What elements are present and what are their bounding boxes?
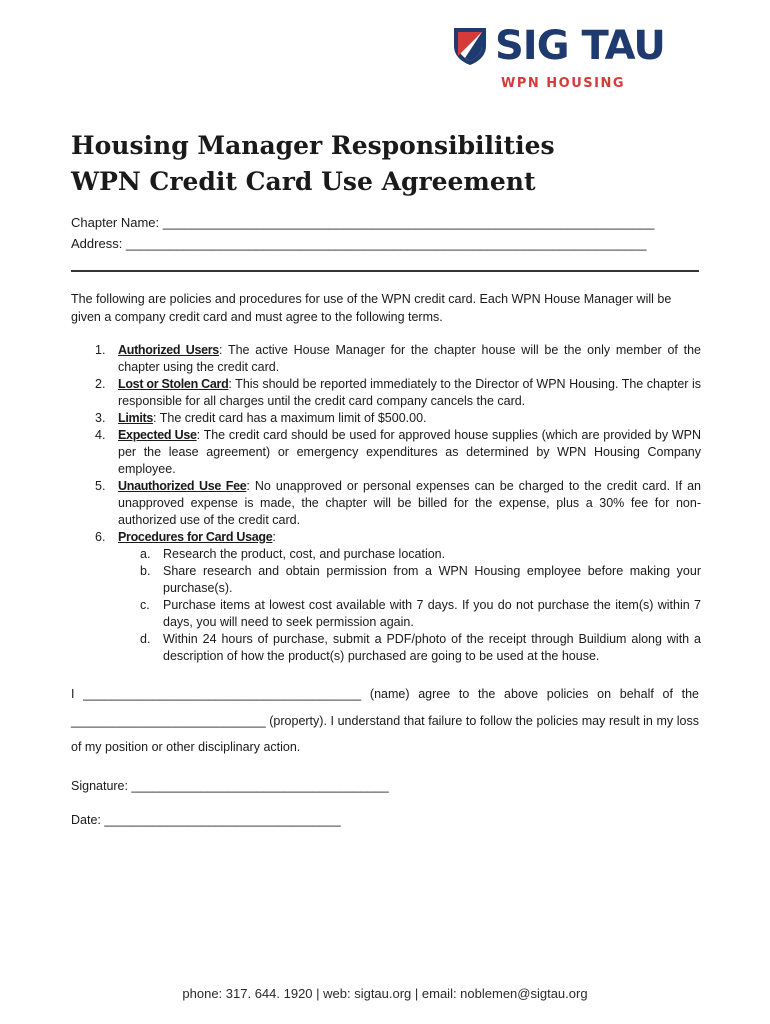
intro-paragraph: The following are policies and procedures for use of the WPN credit card. Each WPN House Manager will be given a company credit card and must agree to the following terms. [71,292,672,324]
item-heading: Unauthorized Use Fee [118,479,247,493]
item-heading: Lost or Stolen Card [118,377,229,391]
sub-list-item [118,546,701,563]
sub-item-letter: d. [140,632,151,646]
item-heading: Limits [118,411,154,425]
sub-list-item [118,631,701,665]
logo-name: SIG TAU [495,23,665,69]
item-number: 1. [95,343,106,357]
address-field[interactable]: Address: ________________________________________________________________________ [71,236,647,251]
sub-item-text: Share research and obtain permission from a WPN Housing employee before making your purchase(s). [163,564,701,595]
item-number: 2. [95,377,106,391]
item-heading: Expected Use [118,428,197,442]
shield-icon [453,26,487,66]
item-heading: Authorized Users [118,343,219,357]
sub-item-letter: b. [140,564,151,578]
sub-item-letter: a. [140,547,151,561]
divider [71,270,699,272]
sub-item-text: Research the product, cost, and purchase location. [163,547,446,561]
date-field[interactable]: Date: __________________________________ [71,813,341,827]
item-heading: Procedures for Card Usage [118,530,273,544]
list-item [71,342,701,376]
sub-item-text: Within 24 hours of purchase, submit a PDF/photo of the receipt through Buildium along with a description of how the product(s) purchased are going to be used at the house. [163,632,701,663]
procedures-sublist [118,546,701,665]
list-item [71,410,701,427]
item-number: 3. [95,411,106,425]
agreement-paragraph[interactable]: I ________________________________________ (name) agree to the above policies on behalf of the ____________________________ (property). I understand that failure to follow the policies may result in my loss of my position or other disciplinary action. [71,687,699,754]
item-text: : No unapproved or personal expenses can be charged to the credit card. If an unapproved expense is made, the chapter will be billed for the expense, plus a 30% fee for non-authorized use of the credit card. [118,479,701,527]
terms-list [71,342,701,665]
chapter-name-field[interactable]: Chapter Name: ____________________________________________________________________ [71,215,655,230]
item-number: 5. [95,479,106,493]
sub-item-letter: c. [140,598,150,612]
sig-tau-logo [453,23,665,96]
footer-contact: phone: 317. 644. 1920 | web: sigtau.org | email: noblemen@sigtau.org [182,986,588,1001]
item-text: : The active House Manager for the chapter house will be the only member of the chapter using the credit card. [118,343,701,374]
list-item [71,427,701,478]
logo-subtitle: WPN HOUSING [501,76,626,91]
item-text: : The credit card has a maximum limit of $500.00. [153,411,427,425]
title-line-1: Housing Manager Responsibilities [71,131,555,160]
list-item [71,376,701,410]
item-text: : This should be reported immediately to the Director of WPN Housing. The chapter is responsible for all charges until the credit card company cancels the card. [118,377,702,408]
list-item [71,529,701,665]
signature-field[interactable]: Signature: _____________________________________ [71,779,389,793]
list-item [71,478,701,529]
item-text: : The credit card should be used for approved house supplies (which are provided by WPN per the lease agreement) or emergency expenditures as determined by WPN Housing Company employee. [118,428,701,476]
title-line-2: WPN Credit Card Use Agreement [71,167,536,196]
item-number: 6. [95,530,106,544]
sub-item-text: Purchase items at lowest cost available with 7 days. If you do not purchase the item(s) within 7 days, you will need to seek permission again. [163,598,701,629]
document-title [71,128,555,200]
sub-list-item [118,597,701,631]
sub-list-item [118,563,701,597]
item-text: : [272,530,276,544]
item-number: 4. [95,428,106,442]
